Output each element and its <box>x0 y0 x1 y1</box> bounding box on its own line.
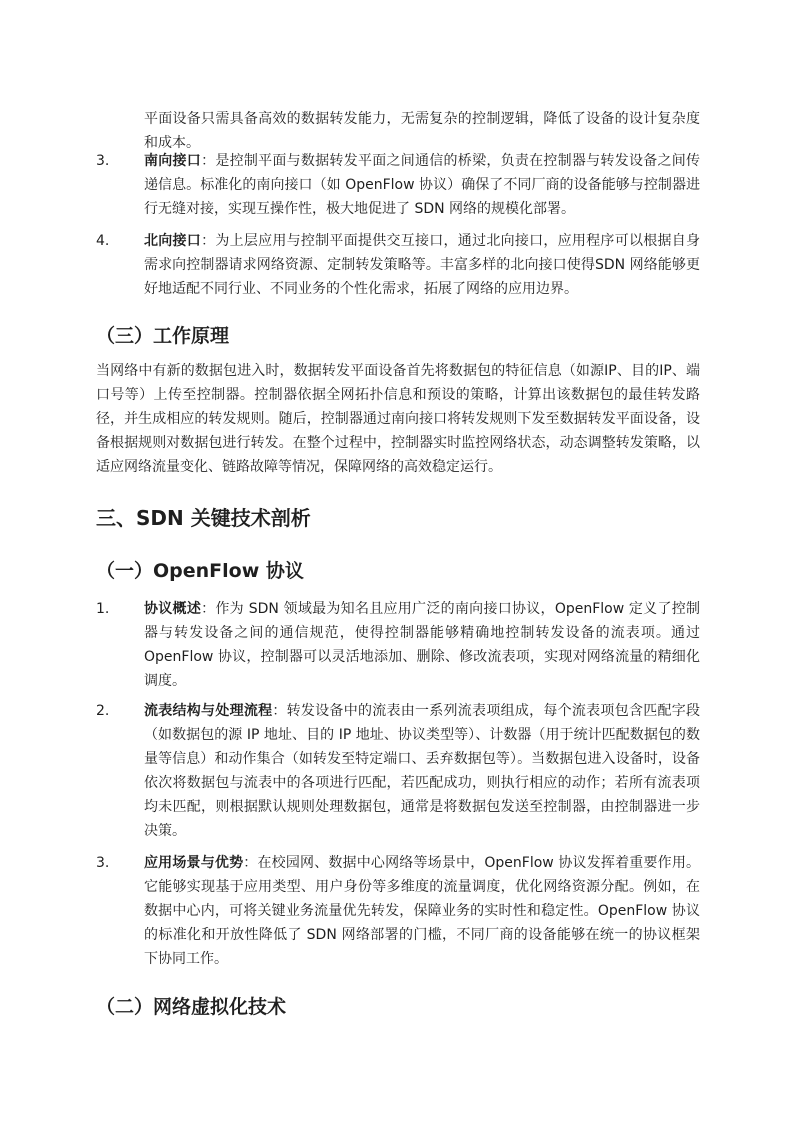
term-sep: ： <box>201 601 216 617</box>
term-sep: ： <box>201 153 216 169</box>
term-southbound: 南向接口 <box>144 153 202 169</box>
list-number: 1. <box>96 601 110 617</box>
term-sep: ： <box>243 855 258 871</box>
protocol-overview-text: 作为 SDN 领域最为知名且应用广泛的南向接口协议，OpenFlow 定义了控制器与转发设备之间的通信规范，使得控制器能够精确地控制转发设备的流表项。通过 OpenFlow 协议，控制器可以灵活地添加、删除、修改流表项，实现对网络流量的精细化调度。 <box>144 601 701 689</box>
southbound-text: 是控制平面与数据转发平面之间通信的桥梁，负责在控制器与转发设备之间传递信息。标准化的南向接口（如 OpenFlow 协议）确保了不同厂商的设备能够与控制器进行无缝对接，实现互操作性，极大地促进了 SDN 网络的规模化部署。 <box>144 153 701 217</box>
section-heading-openflow: （一）OpenFlow 协议 <box>96 560 304 582</box>
scenarios-text: 在校园网、数据中心网络等场景中，OpenFlow 协议发挥着重要作用。它能够实现基于应用类型、用户身份等多维度的流量调度，优化网络资源分配。例如，在数据中心内，可将关键业务流量优先转发，保障业务的实时性和稳定性。OpenFlow 协议的标准化和开放性降低了 SDN 网络部署的门槛，不同厂商的设备能够在统一的协议框架下协同工作。 <box>144 855 700 967</box>
term-sep: ： <box>272 703 287 719</box>
term-scenarios: 应用场景与优势 <box>144 855 244 871</box>
list-number: 2. <box>96 703 110 719</box>
list-item-flow-table <box>96 699 700 843</box>
list-number: 3. <box>96 153 110 169</box>
chapter-heading-key-tech: 三、SDN 关键技术剖析 <box>96 506 311 530</box>
list-item-protocol-overview <box>96 597 700 693</box>
section-heading-working-principle: （三）工作原理 <box>96 325 230 347</box>
flow-table-text: 转发设备中的流表由一系列流表项组成，每个流表项包含匹配字段（如数据包的源 IP 地址、目的 IP 地址、协议类型等）、计数器（用于统计匹配数据包的数量等信息）和动作集合（如转发至特定端口、丢弃数据包等）。当数据包进入设备时，设备依次将数据包与流表中的各项进行匹配，若匹配成功，则执行相应的动作；若所有流表项均未匹配，则根据默认规则处理数据包，通常是将数据包发送至控制器，由控制器进一步决策。 <box>144 703 701 839</box>
list-number: 3. <box>96 855 110 871</box>
list-item-scenarios <box>96 851 700 971</box>
term-protocol-overview: 协议概述 <box>144 601 202 617</box>
term-sep: ： <box>201 233 216 249</box>
term-northbound: 北向接口 <box>144 233 202 249</box>
intro-continuation: 平面设备只需具备高效的数据转发能力，无需复杂的控制逻辑，降低了设备的设计复杂度和成本。 <box>144 111 700 151</box>
list-item-southbound <box>96 149 700 221</box>
list-item-northbound <box>96 229 700 301</box>
term-flow-table: 流表结构与处理流程 <box>144 703 273 719</box>
list-number: 4. <box>96 233 110 249</box>
northbound-text: 为上层应用与控制平面提供交互接口，通过北向接口，应用程序可以根据自身需求向控制器请求网络资源、定制转发策略等。丰富多样的北向接口使得SDN 网络能够更好地适配不同行业、不同业务的个性化需求，拓展了网络的应用边界。 <box>144 233 701 297</box>
working-principle-paragraph: 当网络中有新的数据包进入时，数据转发平面设备首先将数据包的特征信息（如源IP、目的IP、端口号等）上传至控制器。控制器依据全网拓扑信息和预设的策略，计算出该数据包的最佳转发路径，并生成相应的转发规则。随后，控制器通过南向接口将转发规则下发至数据转发平面设备，设备根据规则对数据包进行转发。在整个过程中，控制器实时监控网络状态，动态调整转发策略，以适应网络流量变化、链路故障等情况，保障网络的高效稳定运行。 <box>96 363 700 475</box>
section-heading-network-virtualization: （二）网络虚拟化技术 <box>96 996 287 1018</box>
